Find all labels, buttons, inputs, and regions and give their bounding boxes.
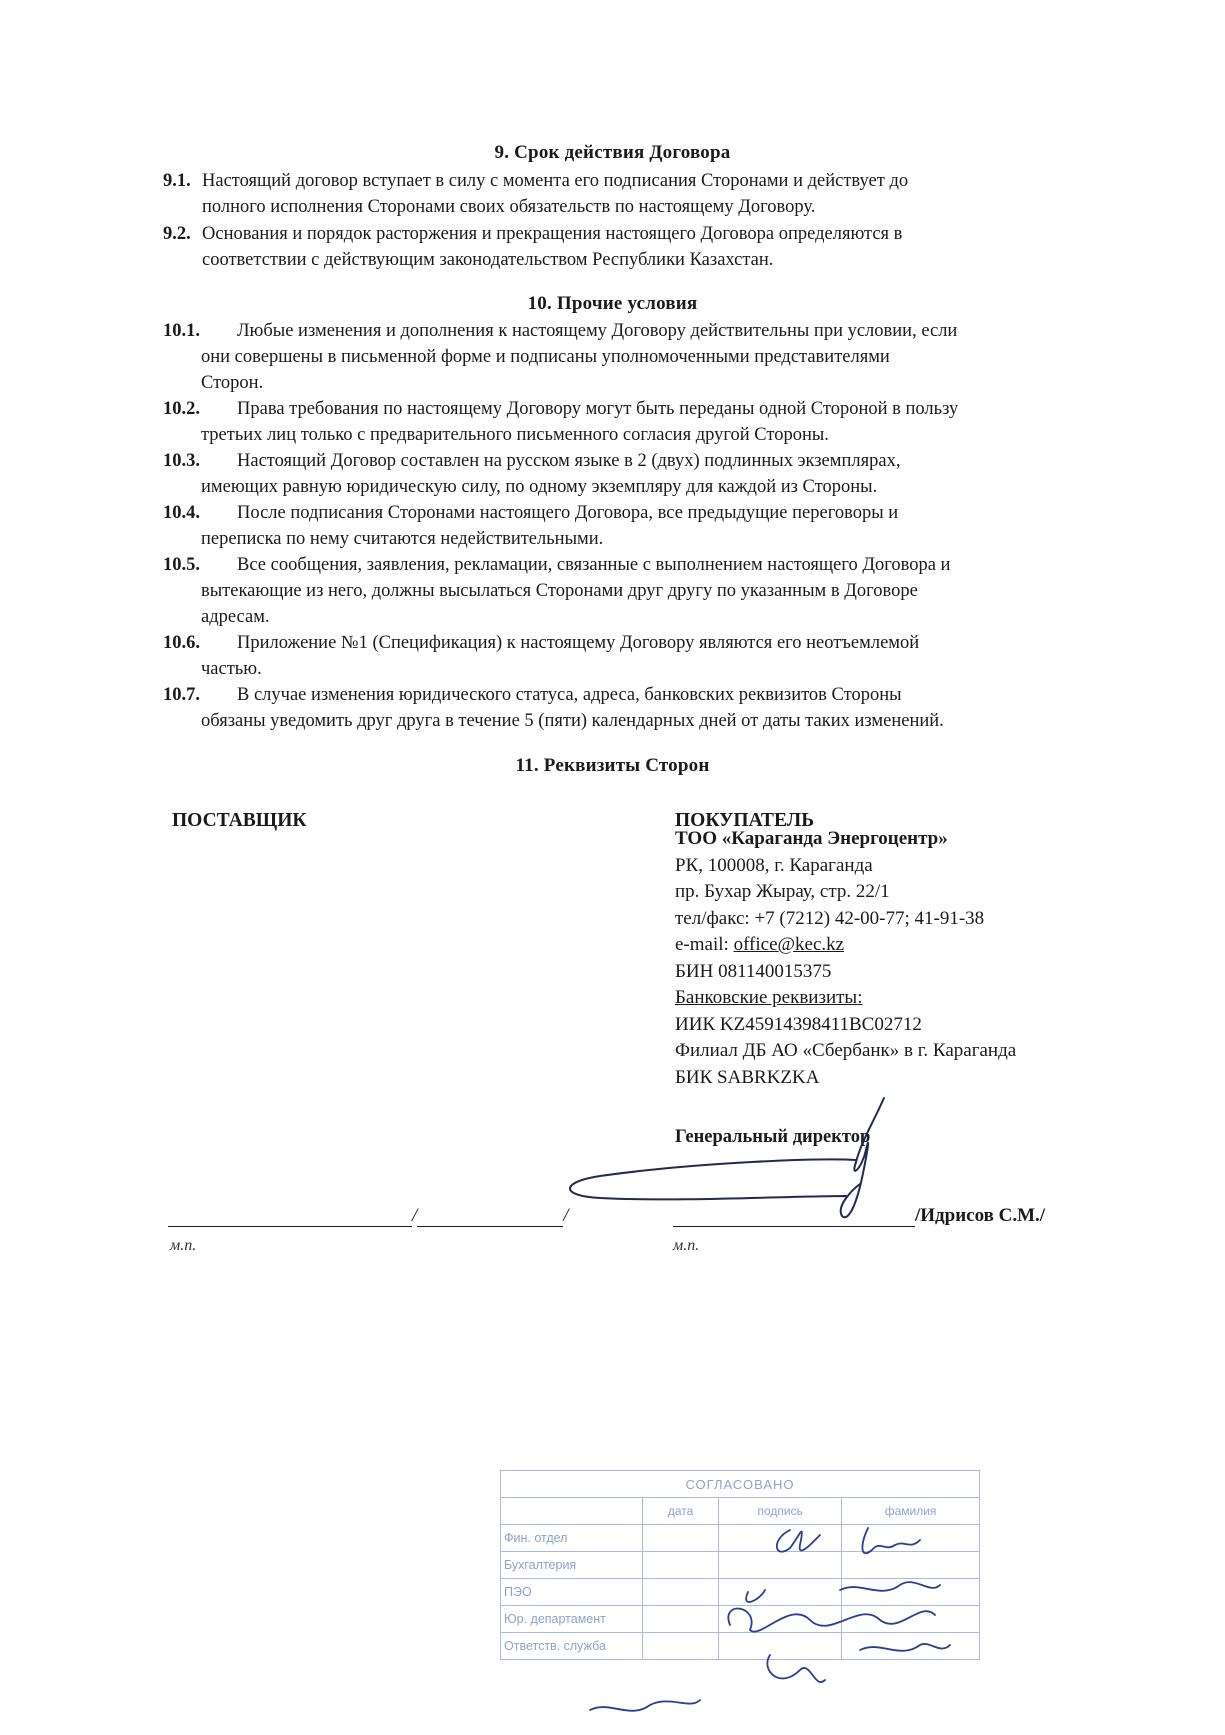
clause-text-line: имеющих равную юридическую силу, по одному экземпляру для каждой из Стороны. bbox=[201, 477, 878, 497]
supplier-seal-place: м.п. bbox=[170, 1237, 197, 1254]
signer-name: /Идрисов С.М./ bbox=[915, 1205, 1046, 1226]
stamp-col-name: фамилия bbox=[842, 1498, 980, 1525]
clause-text-line: После подписания Сторонами настоящего Договора, все предыдущие переговоры и bbox=[237, 503, 899, 523]
stamp-col-sign: подпись bbox=[719, 1498, 842, 1525]
buyer-phone: тел/факс: +7 (7212) 42-00-77; 41-91-38 bbox=[675, 907, 985, 929]
stamp-title: СОГЛАСОВАНО bbox=[501, 1471, 980, 1498]
clause-text-line: Настоящий Договор составлен на русском языке в 2 (двух) подлинных экземплярах, bbox=[237, 451, 901, 471]
clause-text-line: обязаны уведомить друг друга в течение 5 (пяти) календарных дней от даты таких изменений. bbox=[201, 711, 944, 731]
clause-text-line: В случае изменения юридического статуса, адреса, банковских реквизитов Стороны bbox=[237, 685, 902, 705]
clause-text-line: Приложение №1 (Спецификация) к настоящему Договору являются его неотъемлемой bbox=[237, 633, 920, 653]
buyer-seal-place: м.п. bbox=[673, 1237, 700, 1254]
clause-number: 9.1. bbox=[163, 171, 191, 191]
clause-number: 9.2. bbox=[163, 224, 191, 244]
stamp-row-label: Фин. отдел bbox=[501, 1525, 643, 1552]
clause-text-line: Сторон. bbox=[201, 373, 264, 393]
stamp-row-label: Юр. департамент bbox=[501, 1606, 643, 1633]
section-10-title: 10. Прочие условия bbox=[527, 293, 698, 314]
clause-text-line: Настоящий договор вступает в силу с момента его подписания Сторонами и действует до bbox=[202, 171, 909, 191]
buyer-bank-label: Банковские реквизиты: bbox=[675, 987, 863, 1008]
buyer-title: ПОКУПАТЕЛЬ bbox=[675, 810, 815, 831]
clause-number: 10.6. bbox=[163, 633, 200, 653]
buyer-address-line: РК, 100008, г. Караганда bbox=[675, 854, 873, 876]
buyer-iik: ИИК KZ45914398411BC02712 bbox=[675, 1013, 922, 1035]
clause-text-line: Все сообщения, заявления, рекламации, связанные с выполнением настоящего Договора и bbox=[237, 555, 951, 575]
stamp-row-label: ПЭО bbox=[501, 1579, 643, 1606]
clause-text-line: Основания и порядок расторжения и прекращения настоящего Договора определяются в bbox=[202, 224, 903, 244]
signature-stroke bbox=[840, 1582, 940, 1591]
clause-text-line: Любые изменения и дополнения к настоящему Договору действительны при условии, если bbox=[237, 321, 958, 341]
signature-stroke bbox=[862, 1528, 920, 1553]
buyer-bin: БИН 081140015375 bbox=[675, 960, 832, 982]
clause-number: 10.2. bbox=[163, 399, 200, 419]
clause-text-line: адресам. bbox=[201, 607, 270, 627]
clause-text-line: частью. bbox=[201, 659, 262, 679]
email-label: e-mail: bbox=[675, 934, 734, 955]
buyer-email-link[interactable]: office@kec.kz bbox=[733, 934, 845, 955]
clause-text-line: третьих лиц только с предварительного письменного согласия другой Стороны. bbox=[201, 425, 829, 445]
clause-text-line: Права требования по настоящему Договору могут быть переданы одной Стороной в пользу bbox=[237, 399, 959, 419]
section-9-title: 9. Срок действия Договора bbox=[494, 142, 731, 163]
stamp-row-label: Ответств. служба bbox=[501, 1633, 643, 1660]
clause-number: 10.1. bbox=[163, 321, 200, 341]
clause-text-line: полного исполнения Сторонами своих обязательств по настоящему Договору. bbox=[202, 197, 816, 217]
clause-number: 10.4. bbox=[163, 503, 200, 523]
clause-number: 10.3. bbox=[163, 451, 200, 471]
supplier-title: ПОСТАВЩИК bbox=[172, 810, 307, 831]
stamp-col-date: дата bbox=[643, 1498, 719, 1525]
section-11-title: 11. Реквизиты Сторон bbox=[515, 755, 710, 776]
clause-text-line: вытекающие из него, должны высылаться Сторонами друг другу по указанным в Договоре bbox=[201, 581, 918, 601]
signature-stroke bbox=[728, 1590, 935, 1632]
buyer-address-line: пр. Бухар Жырау, стр. 22/1 bbox=[675, 881, 890, 902]
signature-stroke bbox=[590, 1700, 700, 1711]
signature-stroke bbox=[777, 1530, 820, 1552]
clause-text-line: они совершены в письменной форме и подписаны уполномоченными представителями bbox=[201, 347, 890, 367]
clause-number: 10.5. bbox=[163, 555, 200, 575]
stamp-row-label: Бухгалтерия bbox=[501, 1552, 643, 1579]
signature-stroke bbox=[767, 1655, 825, 1682]
buyer-company: ТОО «Караганда Энергоцентр» bbox=[675, 828, 948, 849]
director-title: Генеральный директор bbox=[675, 1127, 871, 1147]
buyer-bank-name: Филиал ДБ АО «Сбербанк» в г. Караганда bbox=[675, 1040, 1017, 1061]
slash: / bbox=[412, 1205, 418, 1226]
clause-number: 10.7. bbox=[163, 685, 200, 705]
clause-text-line: переписка по нему считаются недействительными. bbox=[201, 529, 604, 549]
signature-stroke bbox=[860, 1644, 950, 1651]
clause-text-line: соответствии с действующим законодательством Республики Казахстан. bbox=[202, 250, 774, 270]
buyer-bik: БИК SABRKZKA bbox=[675, 1066, 820, 1088]
slash: / bbox=[563, 1205, 569, 1226]
